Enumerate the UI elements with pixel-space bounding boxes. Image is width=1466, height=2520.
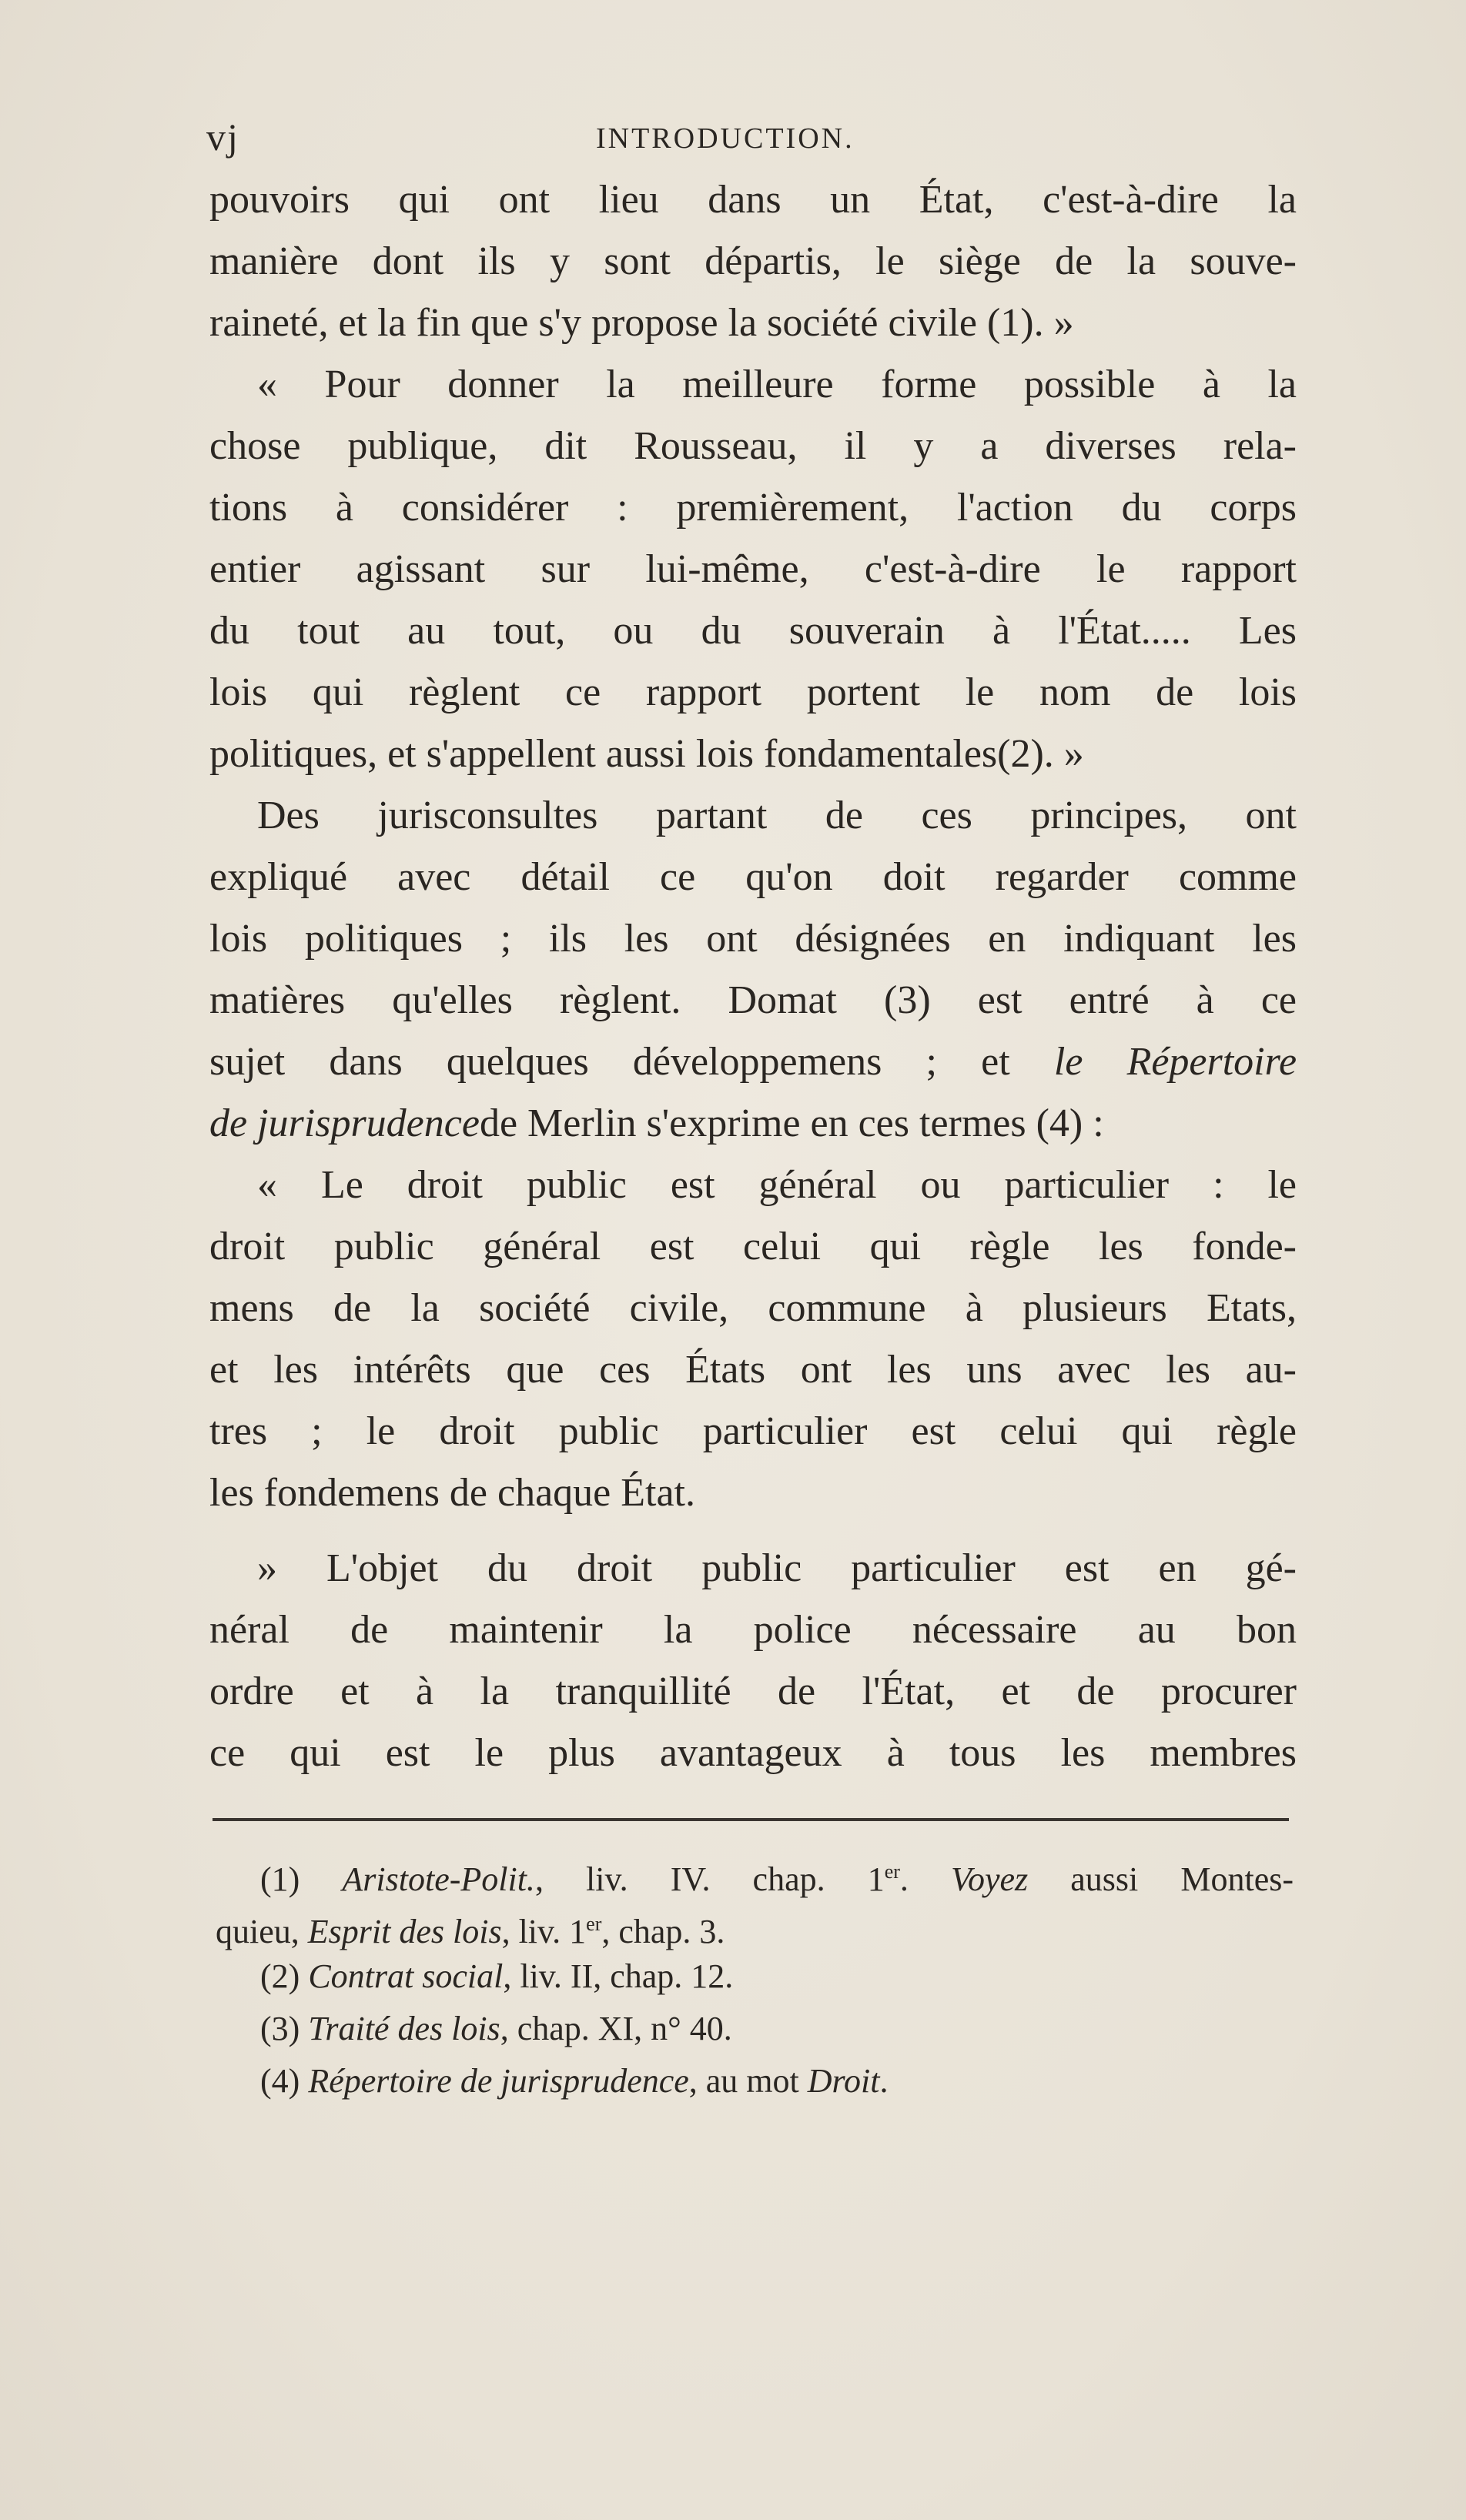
text-line: « Le droit public est général ou particulier : le: [257, 1163, 1297, 1207]
footnotes: [216, 1846, 1294, 2107]
footnote-work: Aristote-Polit.: [342, 1860, 535, 1898]
text-line: droit public général est celui qui règle les fonde-: [209, 1225, 1297, 1268]
text-line: et les intérêts que ces États ont les uns avec les au-: [209, 1348, 1297, 1392]
text-line: mens de la société civile, commune à plusieurs Etats,: [209, 1286, 1297, 1330]
main-text: [209, 169, 1297, 1784]
footnote-text: , liv. 1: [501, 1913, 587, 1950]
text-line: ce qui est le plus avantageux à tous les membres: [209, 1731, 1297, 1775]
text-line: néral de maintenir la police nécessaire au bon: [209, 1608, 1297, 1652]
text-line: chose publique, dit Rousseau, il y a diverses rela-: [209, 424, 1297, 468]
text-line: matières qu'elles règlent. Domat (3) est entré à ce: [209, 978, 1297, 1022]
superscript: er: [586, 1913, 602, 1935]
text-line: » L'objet du droit public particulier est en gé-: [257, 1546, 1297, 1590]
text-line: tres ; le droit public particulier est celui qui règle: [209, 1409, 1297, 1453]
footnote-number: (2): [260, 1957, 300, 1995]
text-line: manière dont ils y sont départis, le siège de la souve-: [209, 239, 1297, 283]
footnote-text: , au mot: [688, 2062, 808, 2100]
text-line: lois politiques ; ils les ont désignées en indiquant les: [209, 917, 1297, 961]
footnote-text: .: [879, 2062, 889, 2100]
footnote-number: (3): [260, 2010, 300, 2047]
text-line: lois qui règlent ce rapport portent le nom de lois: [209, 670, 1297, 714]
paragraph-gap: [209, 1524, 1297, 1538]
footnote-work: Traité des lois: [308, 2010, 500, 2047]
text-line: raineté, et la fin que s'y propose la société civile (1). »: [209, 301, 1074, 345]
page-header: [206, 114, 1292, 160]
running-title: INTRODUCTION.: [596, 122, 855, 155]
footnote-1: (1) Aristote-Polit., liv. IV. chap. 1er. Voyez aussi Montes-: [260, 1860, 1294, 1898]
footnote-number: (4): [260, 2062, 300, 2100]
footnote-number: (1): [260, 1860, 300, 1898]
text-line: les fondemens de chaque État.: [209, 1471, 695, 1515]
text-line: ordre et à la tranquillité de l'État, et de procurer: [209, 1669, 1297, 1713]
text-line: entier agissant sur lui-même, c'est-à-dire le rapport: [209, 547, 1297, 591]
text-line-mixed: [209, 1031, 1297, 1093]
text-line: Des jurisconsultes partant de ces principes, ont: [257, 794, 1297, 837]
text-line: « Pour donner la meilleure forme possible à la: [257, 363, 1297, 406]
footnote-4: [216, 2055, 1294, 2107]
footnote-work: Esprit des lois: [307, 1913, 502, 1950]
superscript: er: [884, 1860, 900, 1883]
footnote-work: Répertoire de jurisprudence: [308, 2062, 689, 2100]
text-line: pouvoirs qui ont lieu dans un État, c'est-à-dire la: [209, 178, 1297, 222]
footnote-italic: Droit: [807, 2062, 880, 2100]
italic-title: le Répertoire: [1053, 1040, 1297, 1084]
page-number: vj: [206, 115, 239, 159]
footnote-work: Contrat social: [308, 1957, 504, 1995]
footnote-1-continued: [216, 1898, 1294, 1950]
text-line: du tout au tout, ou du souverain à l'État..... Les: [209, 609, 1297, 653]
footnote-text: , liv. II, chap. 12.: [503, 1957, 734, 1995]
footnote-3: [216, 2003, 1294, 2055]
footnote-text: quieu,: [216, 1913, 308, 1950]
footnote-2: [216, 1950, 1294, 2003]
footnote-italic: Voyez: [951, 1860, 1029, 1898]
footnote-rule: [213, 1818, 1289, 1821]
text-line: tions à considérer : premièrement, l'action du corps: [209, 486, 1297, 530]
footnote-text: aussi Montes-: [1028, 1860, 1294, 1898]
text-line-mixed: [209, 1093, 1297, 1155]
text-segment: sujet dans quelques développemens ; et: [209, 1040, 1010, 1084]
footnote-text: , liv. IV. chap. 1: [534, 1860, 885, 1898]
text-line: expliqué avec détail ce qu'on doit regarder comme: [209, 855, 1297, 899]
italic-title: de jurisprudence: [209, 1101, 480, 1145]
text-line: politiques, et s'appellent aussi lois fondamentales(2). »: [209, 732, 1084, 776]
footnote-text: , chap. XI, n° 40.: [500, 2010, 732, 2047]
text-segment: de Merlin s'exprime en ces termes (4) :: [479, 1101, 1104, 1145]
footnote-text: , chap. 3.: [601, 1913, 725, 1950]
